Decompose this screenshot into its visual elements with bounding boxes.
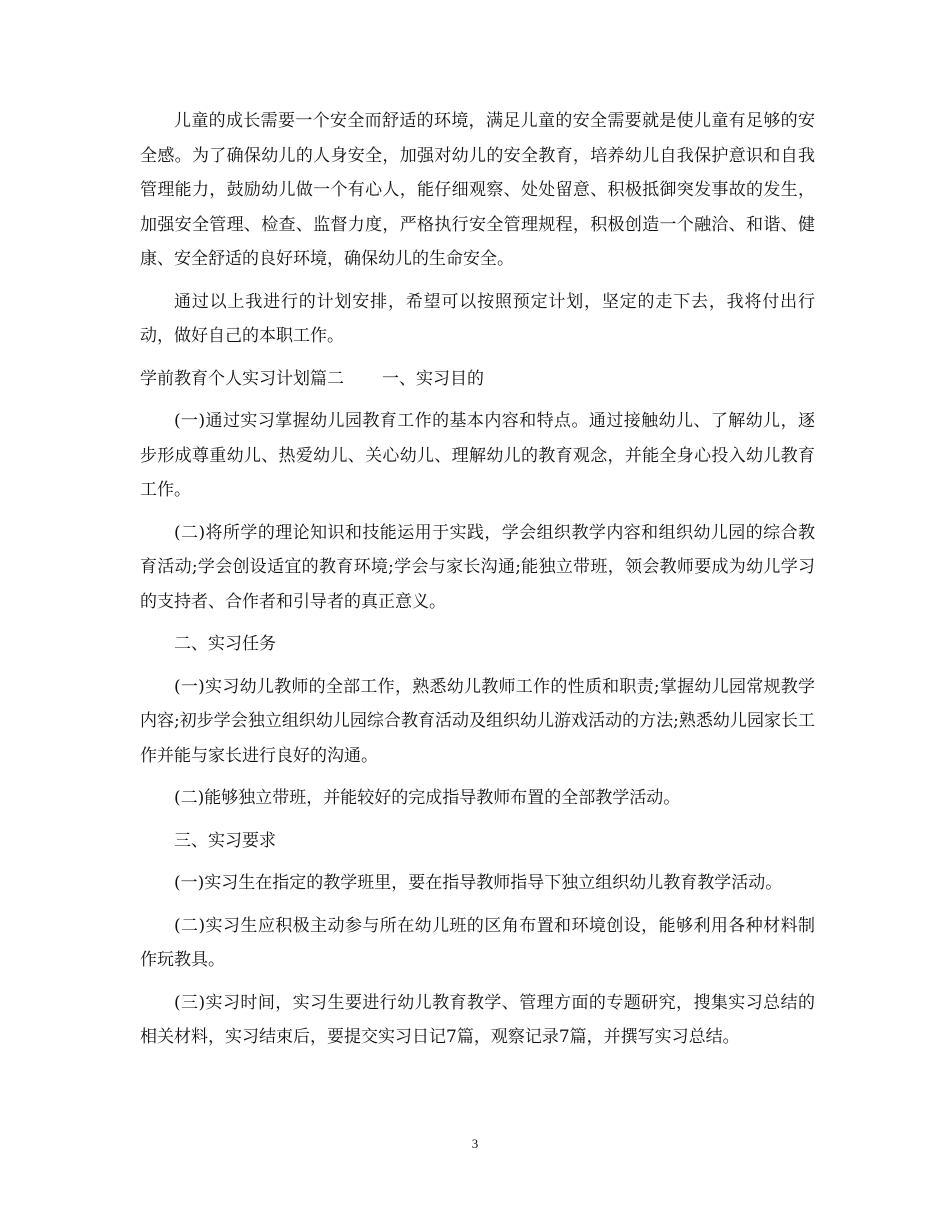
document-body xyxy=(140,104,815,1063)
goal-item: (一)通过实习掌握幼儿园教育工作的基本内容和特点。通过接触幼儿、了解幼儿，逐步形成尊重幼儿、热爱幼儿、关心幼儿、理解幼儿的教育观念，并能全身心投入幼儿教育工作。 xyxy=(140,411,815,500)
heading-tasks: 二、实习任务 xyxy=(174,634,276,654)
task-item: (一)实习幼儿教师的全部工作，熟悉幼儿教师工作的性质和职责;掌握幼儿园常规教学内容;初步学会独立组织幼儿园综合教育活动及组织幼儿游戏活动的方法;熟悉幼儿园家长工作并能与家长进行良好的沟通。 xyxy=(140,676,815,766)
requirement-item: (三)实习时间，实习生要进行幼儿教育教学、管理方面的专题研究，搜集实习总结的相关材料，实习结束后，要提交实习日记7篇，观察记录7篇，并撰写实习总结。 xyxy=(140,992,815,1047)
task-item: (二)能够独立带班，并能较好的完成指导教师布置的全部教学活动。 xyxy=(174,788,681,808)
requirement-item: (一)实习生在指定的教学班里，要在指导教师指导下独立组织幼儿教育教学活动。 xyxy=(174,873,783,893)
goal-item: (二)将所学的理论知识和技能运用于实践，学会组织教学内容和组织幼儿园的综合教育活动;学会创设适宜的教育环境;学会与家长沟通;能独立带班，领会教师要成为幼儿学习的支持者、合作者和引导者的真正意义。 xyxy=(140,522,815,612)
paragraph-safety: 儿童的成长需要一个安全而舒适的环境，满足儿童的安全需要就是使儿童有足够的安全感。为了确保幼儿的人身安全，加强对幼儿的安全教育，培养幼儿自我保护意识和自我管理能力，鼓励幼儿做一个有心人，能仔细观察、处处留意、积极抵御突发事故的发生，加强安全管理、检查、监督力度，严格执行安全管理规程，积极创造一个融洽、和谐、健康、安全舒适的良好环境，确保幼儿的生命安全。 xyxy=(140,111,815,269)
heading-goals: 一、实习目的 xyxy=(382,368,484,389)
heading-requirements: 三、实习要求 xyxy=(174,830,276,851)
requirement-item: (二)实习生应积极主动参与所在幼儿班的区角布置和环境创设，能够利用各种材料制作玩教具。 xyxy=(140,915,815,970)
page-number: 3 xyxy=(471,1136,479,1151)
paragraph-closing: 通过以上我进行的计划安排，希望可以按照预定计划，坚定的走下去，我将付出行动，做好自己的本职工作。 xyxy=(140,291,815,346)
section-header-line xyxy=(140,362,815,397)
section-title: 学前教育个人实习计划篇二 xyxy=(140,368,344,389)
